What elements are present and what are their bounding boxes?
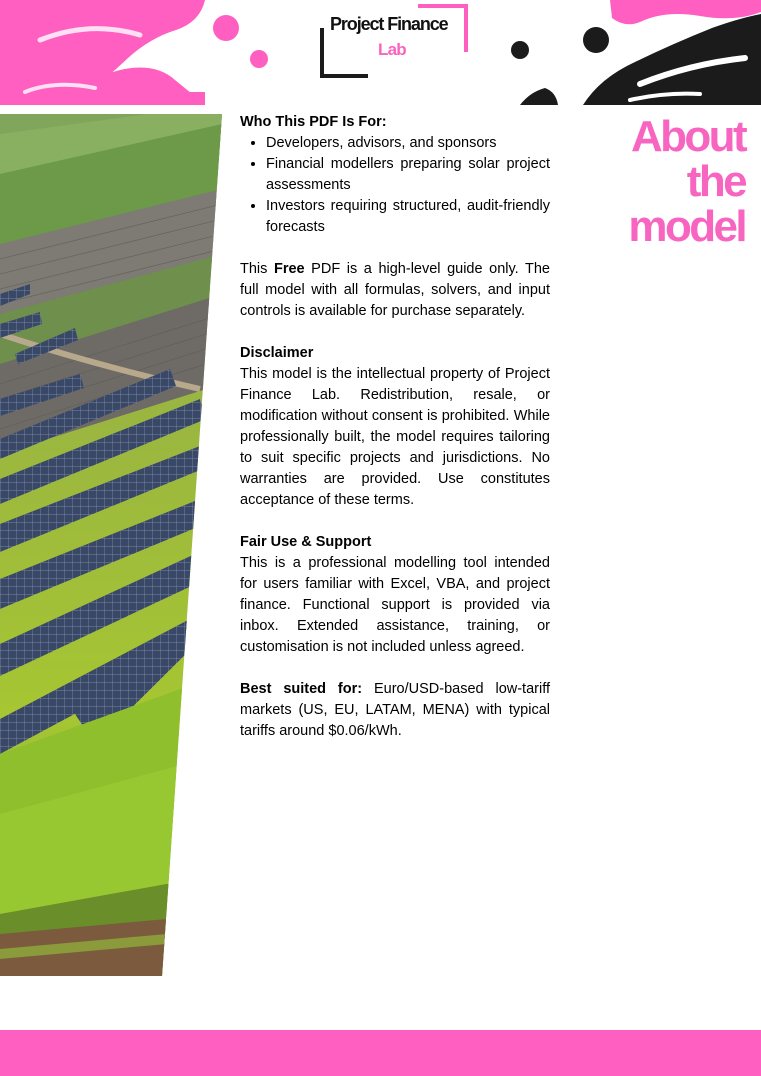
audience-item: • Developers, advisors, and sponsors: [266, 133, 550, 154]
disclaimer-heading: Disclaimer: [240, 345, 314, 361]
section-title-line-1: About: [630, 112, 745, 161]
disclaimer-body: This model is the intellectual property of Project Finance Lab. Redistribution, resale, or modification without consent is prohibited. While professionally built, the model requires tailoring to suit specific projects and jurisdictions. No warranties are provided. Use constitutes acceptance of these terms.: [240, 366, 550, 508]
best-suited-paragraph: [240, 679, 550, 742]
audience-item: • Financial modellers preparing solar project assessments: [266, 154, 550, 196]
audience-item: • Investors requiring structured, audit-friendly forecasts: [266, 196, 550, 238]
section-title-line-3: model: [628, 202, 745, 251]
audience-list: [240, 133, 550, 238]
fair-use-heading: Fair Use & Support: [240, 534, 372, 550]
main-content: [240, 112, 550, 742]
best-suited-label: Best suited for:: [240, 681, 363, 697]
solar-farm-photo: [0, 114, 222, 976]
logo-line-1: Project Finance: [330, 14, 448, 34]
free-note-bold: Free: [273, 261, 305, 277]
footer-bar: [0, 1030, 761, 1076]
section-title: [545, 114, 745, 249]
free-note-prefix: This: [240, 261, 274, 277]
free-note-suffix: PDF is a high-level guide only. The full model with all formulas, solvers, and input controls is available for purchase separately.: [240, 261, 550, 319]
logo-line-2: Lab: [378, 40, 406, 59]
audience-heading: Who This PDF Is For:: [240, 114, 387, 130]
fair-use-body: This is a professional modelling tool intended for users familiar with Excel, VBA, and project finance. Functional support is provided via inbox. Extended assistance, training, or customisation is not included unless agreed.: [240, 555, 550, 655]
section-title-line-2: the: [686, 157, 745, 206]
free-pdf-note: [240, 259, 550, 322]
best-suited-text: Euro/USD-based low-tariff markets (US, EU, LATAM, MENA) with typical tariffs around $0.06/kWh.: [240, 681, 550, 739]
